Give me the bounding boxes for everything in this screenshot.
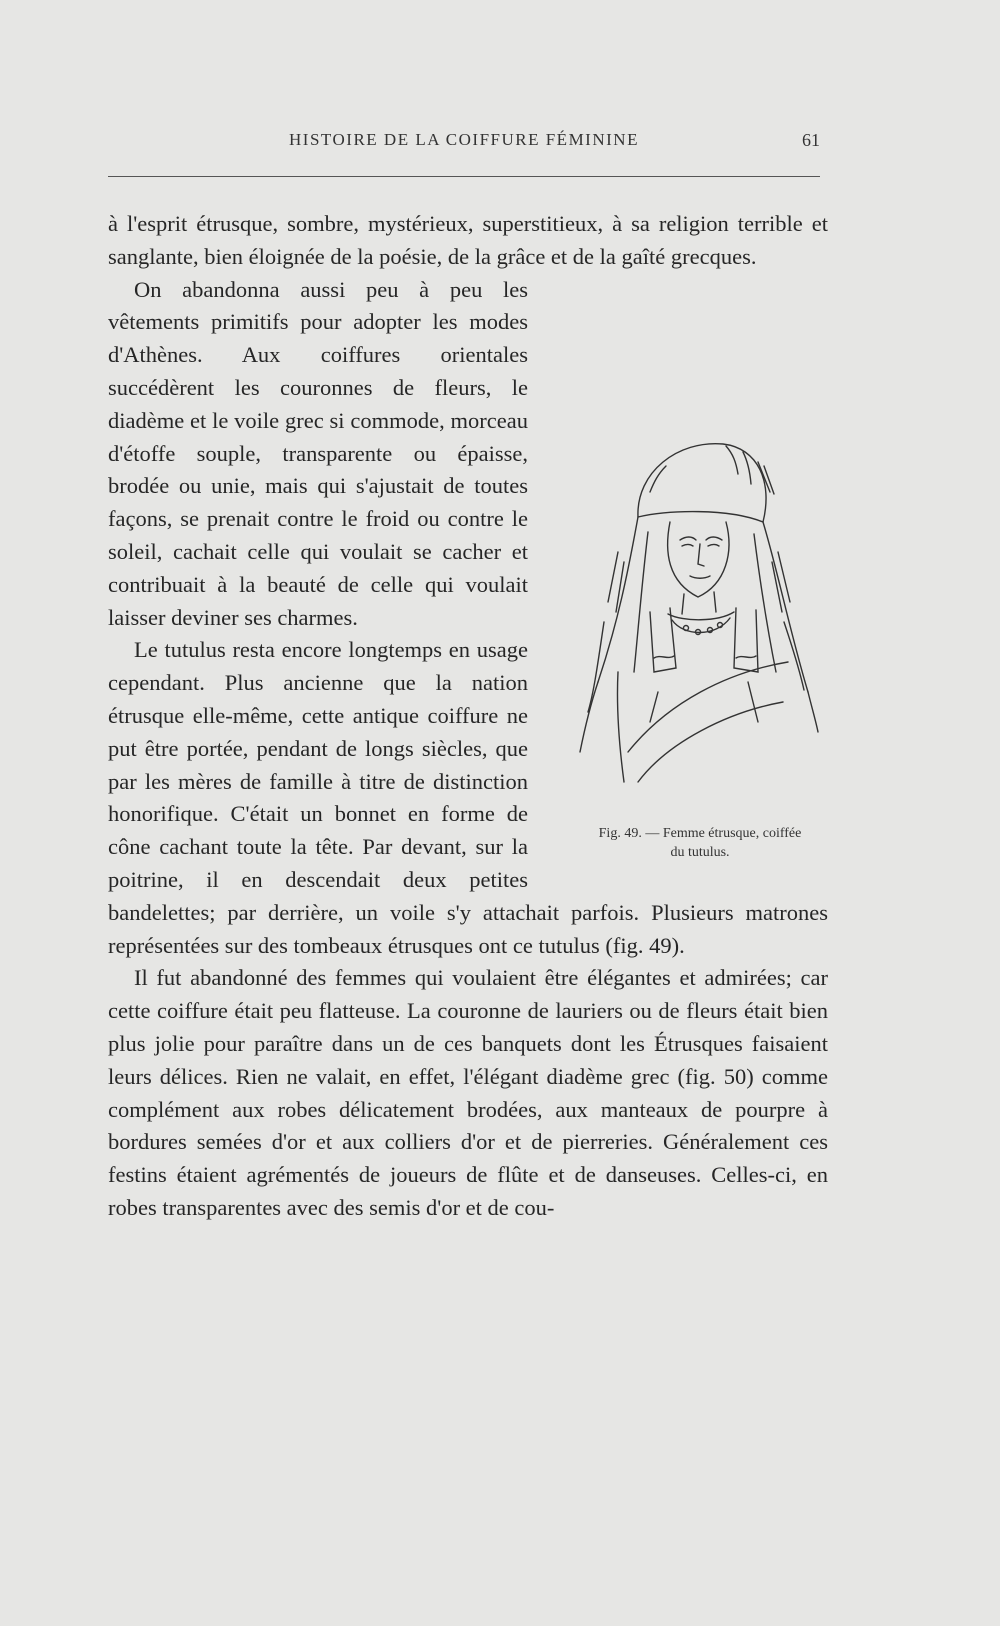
page-number: 61 bbox=[802, 130, 820, 150]
header-rule bbox=[108, 176, 820, 177]
figure-49 bbox=[546, 406, 828, 878]
paragraph-3: Le tutulus resta encore longtemps en usage cependant. Plus ancienne que la nation étrusque elle-même, cette antique coiffure ne put être portée, pendant de longs siècles, que par les mères de famille à titre de distinction honorifique. C'était un bonnet en forme de cône cachant toute la tête. Par devant, sur la poitrine, il en descendait deux petites bandelettes; par derrière, un voile s'y attachait parfois. Plusieurs matrones représentées sur des tombeaux étrusques ont ce tutulus (fig. 49). bbox=[108, 637, 828, 958]
figure-caption bbox=[546, 824, 828, 862]
caption-line-1: Fig. 49. — Femme étrusque, coiffée bbox=[598, 825, 802, 841]
running-title: HISTOIRE DE LA COIFFURE FÉMININE bbox=[289, 130, 639, 149]
caption-line-2: du tutulus. bbox=[670, 844, 730, 860]
paragraph-2-text: On abandonna aussi peu à peu les vêtements primitifs pour adopter les modes d'Athènes. Aux coiffures orientales succédèrent les couronnes de fleurs, le diadème et le voile grec si commode, morceau d'étoffe souple, transparente ou épaisse, brodée ou unie, mais qui s'ajustait de toutes façons, se prenait contre le froid ou contre le soleil, cachait celle qui voulait se cacher et contribuait à la beauté de celle qui voulait laisser deviner ses charmes. bbox=[108, 276, 528, 630]
running-head bbox=[108, 130, 820, 160]
paragraph-1: à l'esprit étrusque, sombre, mystérieux, superstitieux, à sa religion terrible et sanglante, bien éloignée de la poésie, de la grâce et de la gaîté grecques. bbox=[108, 211, 828, 269]
body-text bbox=[108, 208, 828, 1225]
paragraph-4: Il fut abandonné des femmes qui voulaient être élégantes et admirées; car cette coiffure était peu flatteuse. La couronne de lauriers ou de fleurs était bien plus jolie pour paraître dans un de ces banquets dont les Étrusques faisaient leurs délices. Rien ne valait, en effet, l'élégant diadème grec (fig. 50) comme complément aux robes délicatement brodées, aux manteaux de pourpre à bordures semées d'or et aux colliers d'or et de pierreries. Généralement ces festins étaient agrémentés de joueurs de flûte et de danseuses. Celles-ci, en robes transparentes avec des semis d'or et de cou- bbox=[108, 965, 828, 1220]
etruscan-woman-illustration bbox=[558, 422, 820, 812]
